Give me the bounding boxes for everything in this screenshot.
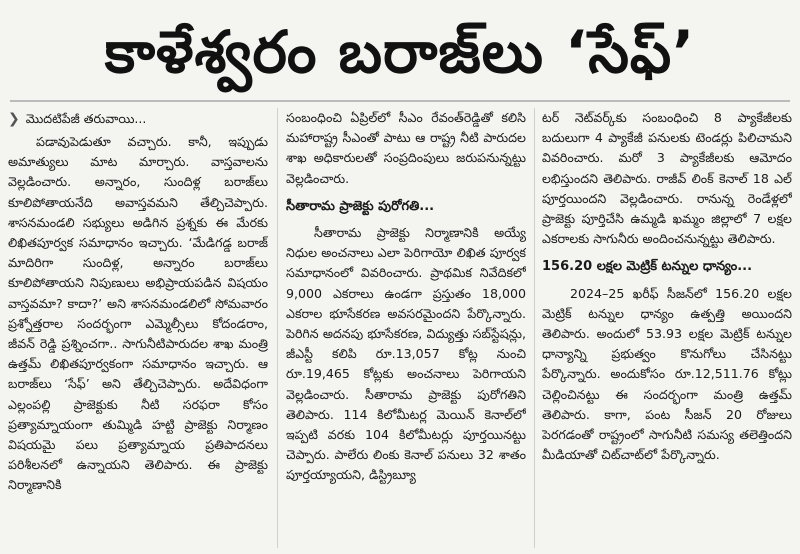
column-divider bbox=[534, 108, 535, 548]
headline-rule bbox=[10, 100, 790, 102]
paragraph: సీతారామ ప్రాజెక్టు నిర్మాణానికి అయ్యే నిధుల అంచనాలు ఎలా పెరిగాయో లిఖిత పూర్వక సమాధానంలో వివరించారు. ప్రాథమిక నివేదికలో 9,000 ఎకరాలు ఉండగా ప్రస్తుతం 18,000 ఎకరాల భూసేకరణ అవసరమైందని పేర్కొన్నారు. పెరిగిన అదనపు భూసేకరణ, విద్యుత్తు సబ్‌స్టేషన్లు, జీఎస్టీ కలిపి రూ.13,057 కోట్ల నుంచి రూ.19,465 కోట్లకు అంచనాలు పెరిగాయని వెల్లడించారు. సీతారామ ప్రాజెక్టు పురోగతిని తెలిపారు. 114 కిలోమీటర్ల మెయిన్ కెనాల్‌లో ఇప్పటి వరకు 104 కిలోమీటర్లు పూర్తయినట్టు చెప్పారు. పాలేరు లింకు కెనాల్ పనులు 32 శాతం పూర్తయ్యాయని, డిస్ట్రిబ్యూ bbox=[286, 225, 526, 483]
paragraph: టర్ నెట్‌వర్క్‌కు సంబంధించి 8 ప్యాకేజీలకు బదులుగా 4 ప్యాకేజీ పనులకు టెండర్లు పిలిచామని వివరించారు. మరో 3 ప్యాకేజీలకు ఆమోదం లభిస్తుందని తెలిపారు. రాజీవ్ లింక్ కెనాల్ 18 ఎల్ పూర్తయిందని వెల్లడించారు. రానున్న రెండేళ్లలో ప్రాజెక్టు పూర్తిచేసి ఉమ్మడి ఖమ్మం జిల్లాలో 7 లక్షల ఎకరాలకు సాగునీరు అందించనున్నట్టు తెలిపారు. bbox=[542, 110, 792, 247]
paragraph: పడావుపెడుతూ వచ్చారు. కానీ, ఇప్పుడు అమాత్యులు మాట మార్చారు. వాస్తవాలను వెల్లడించారు. అన్నారం, సుందిళ్ల బరాజ్‌లు కూలిపోతాయనేది అవాస్తవమని తేల్చిచెప్పారు. శాసనమండలి సభ్యులు అడిగిన ప్రశ్నకు ఈ మేరకు లిఖితపూర్వక సమాధానం ఇచ్చారు. ‘మేడిగడ్డ బరాజ్ మాదిరిగా సుందిళ్ల, అన్నారం బరాజ్‌లు కూలిపోతాయని నిపుణులు అభిప్రాయపడిన విషయం వాస్తవమా? కాదా?’ అని శాసనమండలిలో సోమవారం ప్రశ్నోత్తరాల సందర్భంగా ఎమ్మెల్సీలు కోదండరాం, జీవన్ రెడ్డి ప్రశ్నించగా.. సాగునీటిపారుదల శాఖ మంత్రి ఉత్తమ్ లిఖితపూర్వకంగా సమాధానం ఇచ్చారు. ఆ బరాజ్‌లు ‘సేఫ్’ అని తేల్చిచెప్పారు. అదేవిధంగా ఎల్లంపల్లి ప్రాజెక్టుకు నీటి సరఫరా కోసం ప్రత్యామ్నాయంగా తుమ్మిడి హట్టి ప్రాజెక్టు నిర్మాణం విషయమై పలు ప్రత్యామ్నాయ ప్రతిపాదనలు పరిశీలనలో ఉన్నాయని తెలిపారు. ఈ ప్రాజెక్టు నిర్మాణానికి bbox=[8, 134, 268, 493]
subheading-seetharama: సీతారామ ప్రాజెక్టు పురోగతి... bbox=[286, 198, 435, 214]
column-divider bbox=[277, 108, 278, 548]
subheading-paddy: 156.20 లక్షల మెట్రిక్ టన్నుల ధాన్యం... bbox=[542, 259, 753, 275]
paragraph: 2024–25 ఖరీఫ్ సీజన్‌లో 156.20 లక్షల మెట్రిక్ టన్నుల ధాన్యం ఉత్పత్తి అయిందని తెలిపారు. అందులో 53.93 లక్షల మెట్రిక్ టన్నుల ధాన్యాన్ని ప్రభుత్వం కొనుగోలు చేసినట్టు పేర్కొన్నారు. అందుకోసం రూ.12,511.76 కోట్లు చెల్లించినట్టు ఈ సందర్భంగా మంత్రి ఉత్తమ్ తెలిపారు. కాగా, పంట సీజన్ 20 రోజులు పెరగడంతో రాష్ట్రంలో సాగునీటి సమస్య తలెత్తిందని మీడియాతో చిట్‌చాట్‌లో పేర్కొన్నారు. bbox=[542, 285, 792, 463]
article-column-1 bbox=[8, 108, 268, 554]
article-column-2 bbox=[286, 108, 526, 554]
chevron-right-icon: ❯ bbox=[8, 110, 20, 127]
continued-from-front-page bbox=[8, 108, 268, 130]
continued-label: మొదటిపేజీ తరువాయి... bbox=[25, 110, 147, 126]
headline: కాళేశ్వరం బరాజ్‌లు ‘సేఫ్’ bbox=[104, 18, 696, 86]
article-column-3 bbox=[542, 108, 792, 554]
paragraph: సంబంధించి ఏప్రిల్‌లో సీఎం రేవంత్‌రెడ్డితో కలిసి మహారాష్ట్ర సీఎంతో పాటు ఆ రాష్ట్ర నీటి పారుదల శాఖ అధికారులతో సంప్రదింపులు జరుపనున్నట్టు వెల్లడించారు. bbox=[286, 110, 526, 186]
